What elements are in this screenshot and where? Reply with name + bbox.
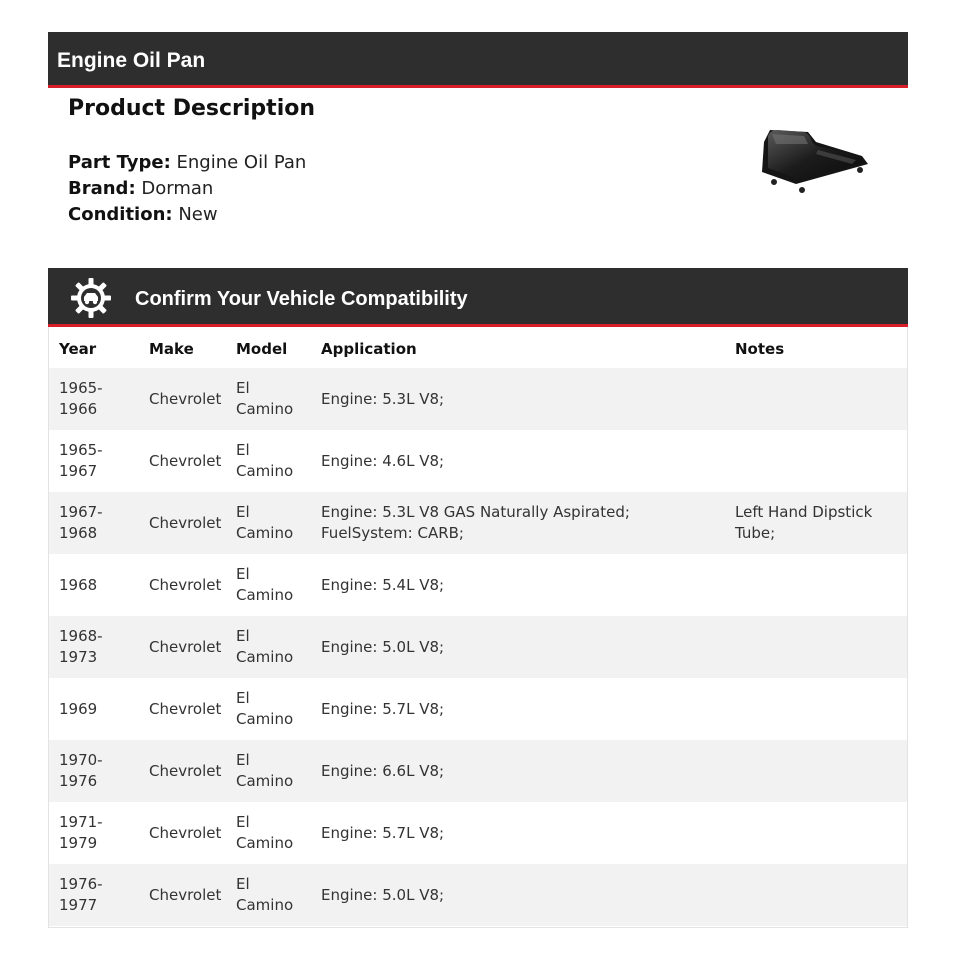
cell-application: Engine: 5.0L V8; <box>321 886 445 904</box>
column-header-make: Make <box>149 340 194 358</box>
cell-year: 1970- 1976 <box>59 751 103 790</box>
cell-year: 1967- 1968 <box>59 503 103 542</box>
table-row <box>49 678 907 740</box>
product-image <box>756 122 872 200</box>
page-title-bar <box>48 32 908 88</box>
cell-model: El Camino <box>236 813 294 852</box>
table-row <box>49 368 907 430</box>
cell-year: 1968- 1973 <box>59 627 103 666</box>
attribute-value: Engine Oil Pan <box>176 152 307 173</box>
cell-model: El Camino <box>236 689 294 728</box>
table-row <box>49 554 907 616</box>
gear-car-icon <box>70 277 112 319</box>
cell-application: Engine: 4.6L V8; <box>321 452 445 470</box>
cell-application: Engine: 5.0L V8; <box>321 638 445 656</box>
cell-year: 1976- 1977 <box>59 875 103 914</box>
table-row <box>49 802 907 864</box>
table-header <box>49 327 907 368</box>
cell-model: El Camino <box>236 565 294 604</box>
cell-year: 1971- 1979 <box>59 813 103 852</box>
table-row <box>49 864 907 926</box>
product-attributes <box>68 150 306 228</box>
cell-model: El Camino <box>236 441 294 480</box>
column-header-model: Model <box>236 340 288 358</box>
compatibility-table <box>48 327 908 928</box>
attribute-key: Part Type: <box>68 152 171 173</box>
table-row <box>49 616 907 678</box>
attribute-brand <box>68 176 306 202</box>
cell-model: El Camino <box>236 379 294 418</box>
cell-make: Chevrolet <box>149 886 222 904</box>
cell-make: Chevrolet <box>149 638 222 656</box>
cell-model: El Camino <box>236 875 294 914</box>
cell-make: Chevrolet <box>149 390 222 408</box>
page-title: Engine Oil Pan <box>57 49 206 72</box>
column-header-application: Application <box>321 340 417 358</box>
cell-make: Chevrolet <box>149 762 222 780</box>
attribute-condition <box>68 202 306 228</box>
cell-application: Engine: 5.3L V8 GAS Naturally Aspirated; FuelSystem: CARB; <box>321 503 630 542</box>
cell-application: Engine: 5.7L V8; <box>321 700 445 718</box>
cell-model: El Camino <box>236 627 294 666</box>
cell-application: Engine: 5.7L V8; <box>321 824 445 842</box>
cell-year: 1965- 1966 <box>59 379 103 418</box>
cell-model: El Camino <box>236 503 294 542</box>
cell-model: El Camino <box>236 751 294 790</box>
table-row <box>49 430 907 492</box>
cell-notes: Left Hand Dipstick Tube; <box>735 503 873 542</box>
cell-year: 1969 <box>59 700 98 718</box>
cell-application: Engine: 5.3L V8; <box>321 390 445 408</box>
column-header-notes: Notes <box>735 340 785 358</box>
table-row <box>49 492 907 554</box>
attribute-key: Brand: <box>68 178 136 199</box>
attribute-key: Condition: <box>68 204 173 225</box>
cell-year: 1968 <box>59 576 98 594</box>
table-row <box>49 740 907 802</box>
cell-make: Chevrolet <box>149 824 222 842</box>
compatibility-header <box>48 268 908 327</box>
product-description-heading: Product Description <box>68 96 316 121</box>
attribute-value: New <box>178 204 218 225</box>
compatibility-title: Confirm Your Vehicle Compatibility <box>135 288 468 310</box>
attribute-part-type <box>68 150 306 176</box>
cell-make: Chevrolet <box>149 700 222 718</box>
cell-application: Engine: 6.6L V8; <box>321 762 445 780</box>
cell-make: Chevrolet <box>149 452 222 470</box>
cell-application: Engine: 5.4L V8; <box>321 576 445 594</box>
cell-make: Chevrolet <box>149 514 222 532</box>
cell-make: Chevrolet <box>149 576 222 594</box>
column-header-year: Year <box>59 340 97 358</box>
cell-year: 1965- 1967 <box>59 441 103 480</box>
attribute-value: Dorman <box>141 178 214 199</box>
